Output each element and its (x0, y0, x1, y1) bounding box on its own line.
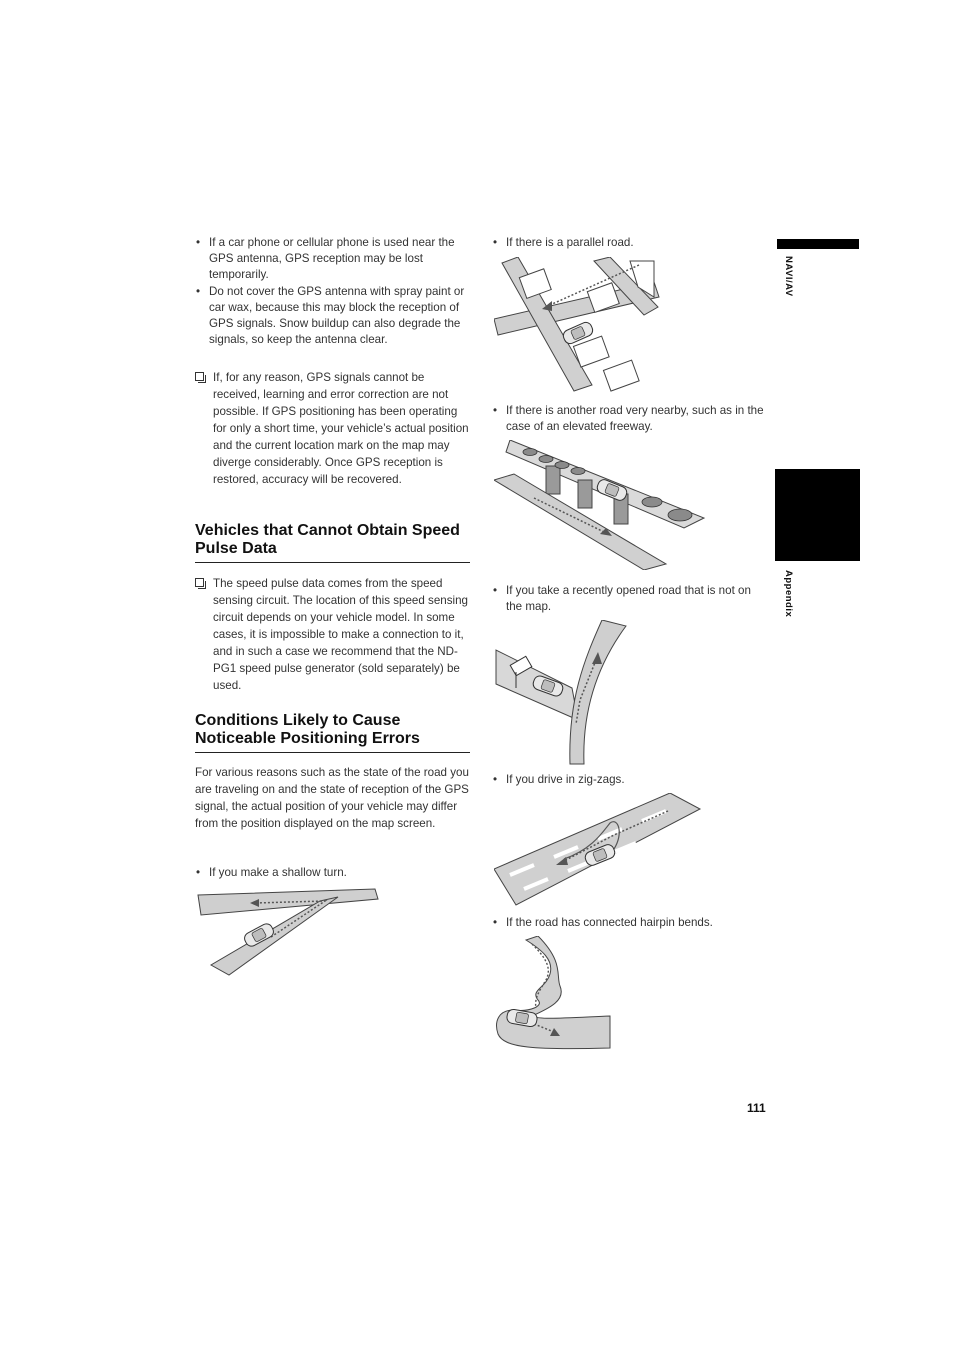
appendix-tab-label: Appendix (783, 570, 794, 618)
navi-av-tab-bar (777, 239, 859, 249)
shallow-turn-illustration (195, 887, 385, 979)
zigzag-illustration (494, 793, 702, 907)
bullet-hairpin: • If the road has connected hairpin bends. (492, 915, 767, 931)
bullet-shallow-turn: • If you make a shallow turn. (195, 865, 470, 881)
note-text: If, for any reason, GPS signals cannot be received, learning and error correction are not possible. If GPS positioning has been operating for only a short time, your vehicle’s actual position and the current location mark on the map may diverge considerably. Once GPS reception is restored, accuracy will be recovered. (213, 371, 469, 486)
note-gps-signals (195, 369, 470, 488)
navi-av-tab-label: NAVI/AV (783, 256, 794, 297)
note-speed-pulse (195, 575, 470, 694)
checkbox-icon (195, 372, 204, 381)
section-heading-positioning-errors: Conditions Likely to Cause Noticeable Positioning Errors (195, 712, 470, 753)
bullet-new-road: • If you take a recently opened road that is not on the map. (492, 583, 767, 615)
section-heading-speed-pulse: Vehicles that Cannot Obtain Speed Pulse Data (195, 522, 470, 563)
hairpin-illustration (494, 936, 614, 1054)
bullet-gps-antenna: • Do not cover the GPS antenna with spray paint or car wax, because this may block the reception of GPS signals. Snow buildup can also degrade the signals, so keep the antenna clear. (195, 284, 470, 349)
bullet-parallel-road: • If there is a parallel road. (492, 235, 767, 251)
appendix-tab-block (775, 469, 860, 561)
new-road-illustration (494, 620, 630, 766)
bullet-zigzag: • If you drive in zig-zags. (492, 772, 767, 788)
page-number: 111 (747, 1101, 766, 1115)
bullet-nearby-road: • If there is another road very nearby, such as in the case of an elevated freeway. (492, 403, 767, 435)
left-bullets (195, 235, 470, 348)
bullet-car-phone: • If a car phone or cellular phone is used near the GPS antenna, GPS reception may be lost temporarily. (195, 235, 470, 284)
elevated-freeway-illustration (494, 440, 710, 570)
checkbox-icon (195, 578, 204, 587)
parallel-road-illustration (494, 257, 662, 397)
note-text: The speed pulse data comes from the speed sensing circuit. The location of this speed sensing circuit depends on your vehicle model. In some cases, it is impossible to make a connection to it, and in such a case we recommend that the ND-PG1 speed pulse generator (sold separately) be used. (213, 577, 468, 692)
paragraph-various-reasons: For various reasons such as the state of the road you are traveling on and the state of reception of the GPS signal, the actual position of your vehicle may differ from the position displayed on the map screen. (195, 766, 469, 830)
